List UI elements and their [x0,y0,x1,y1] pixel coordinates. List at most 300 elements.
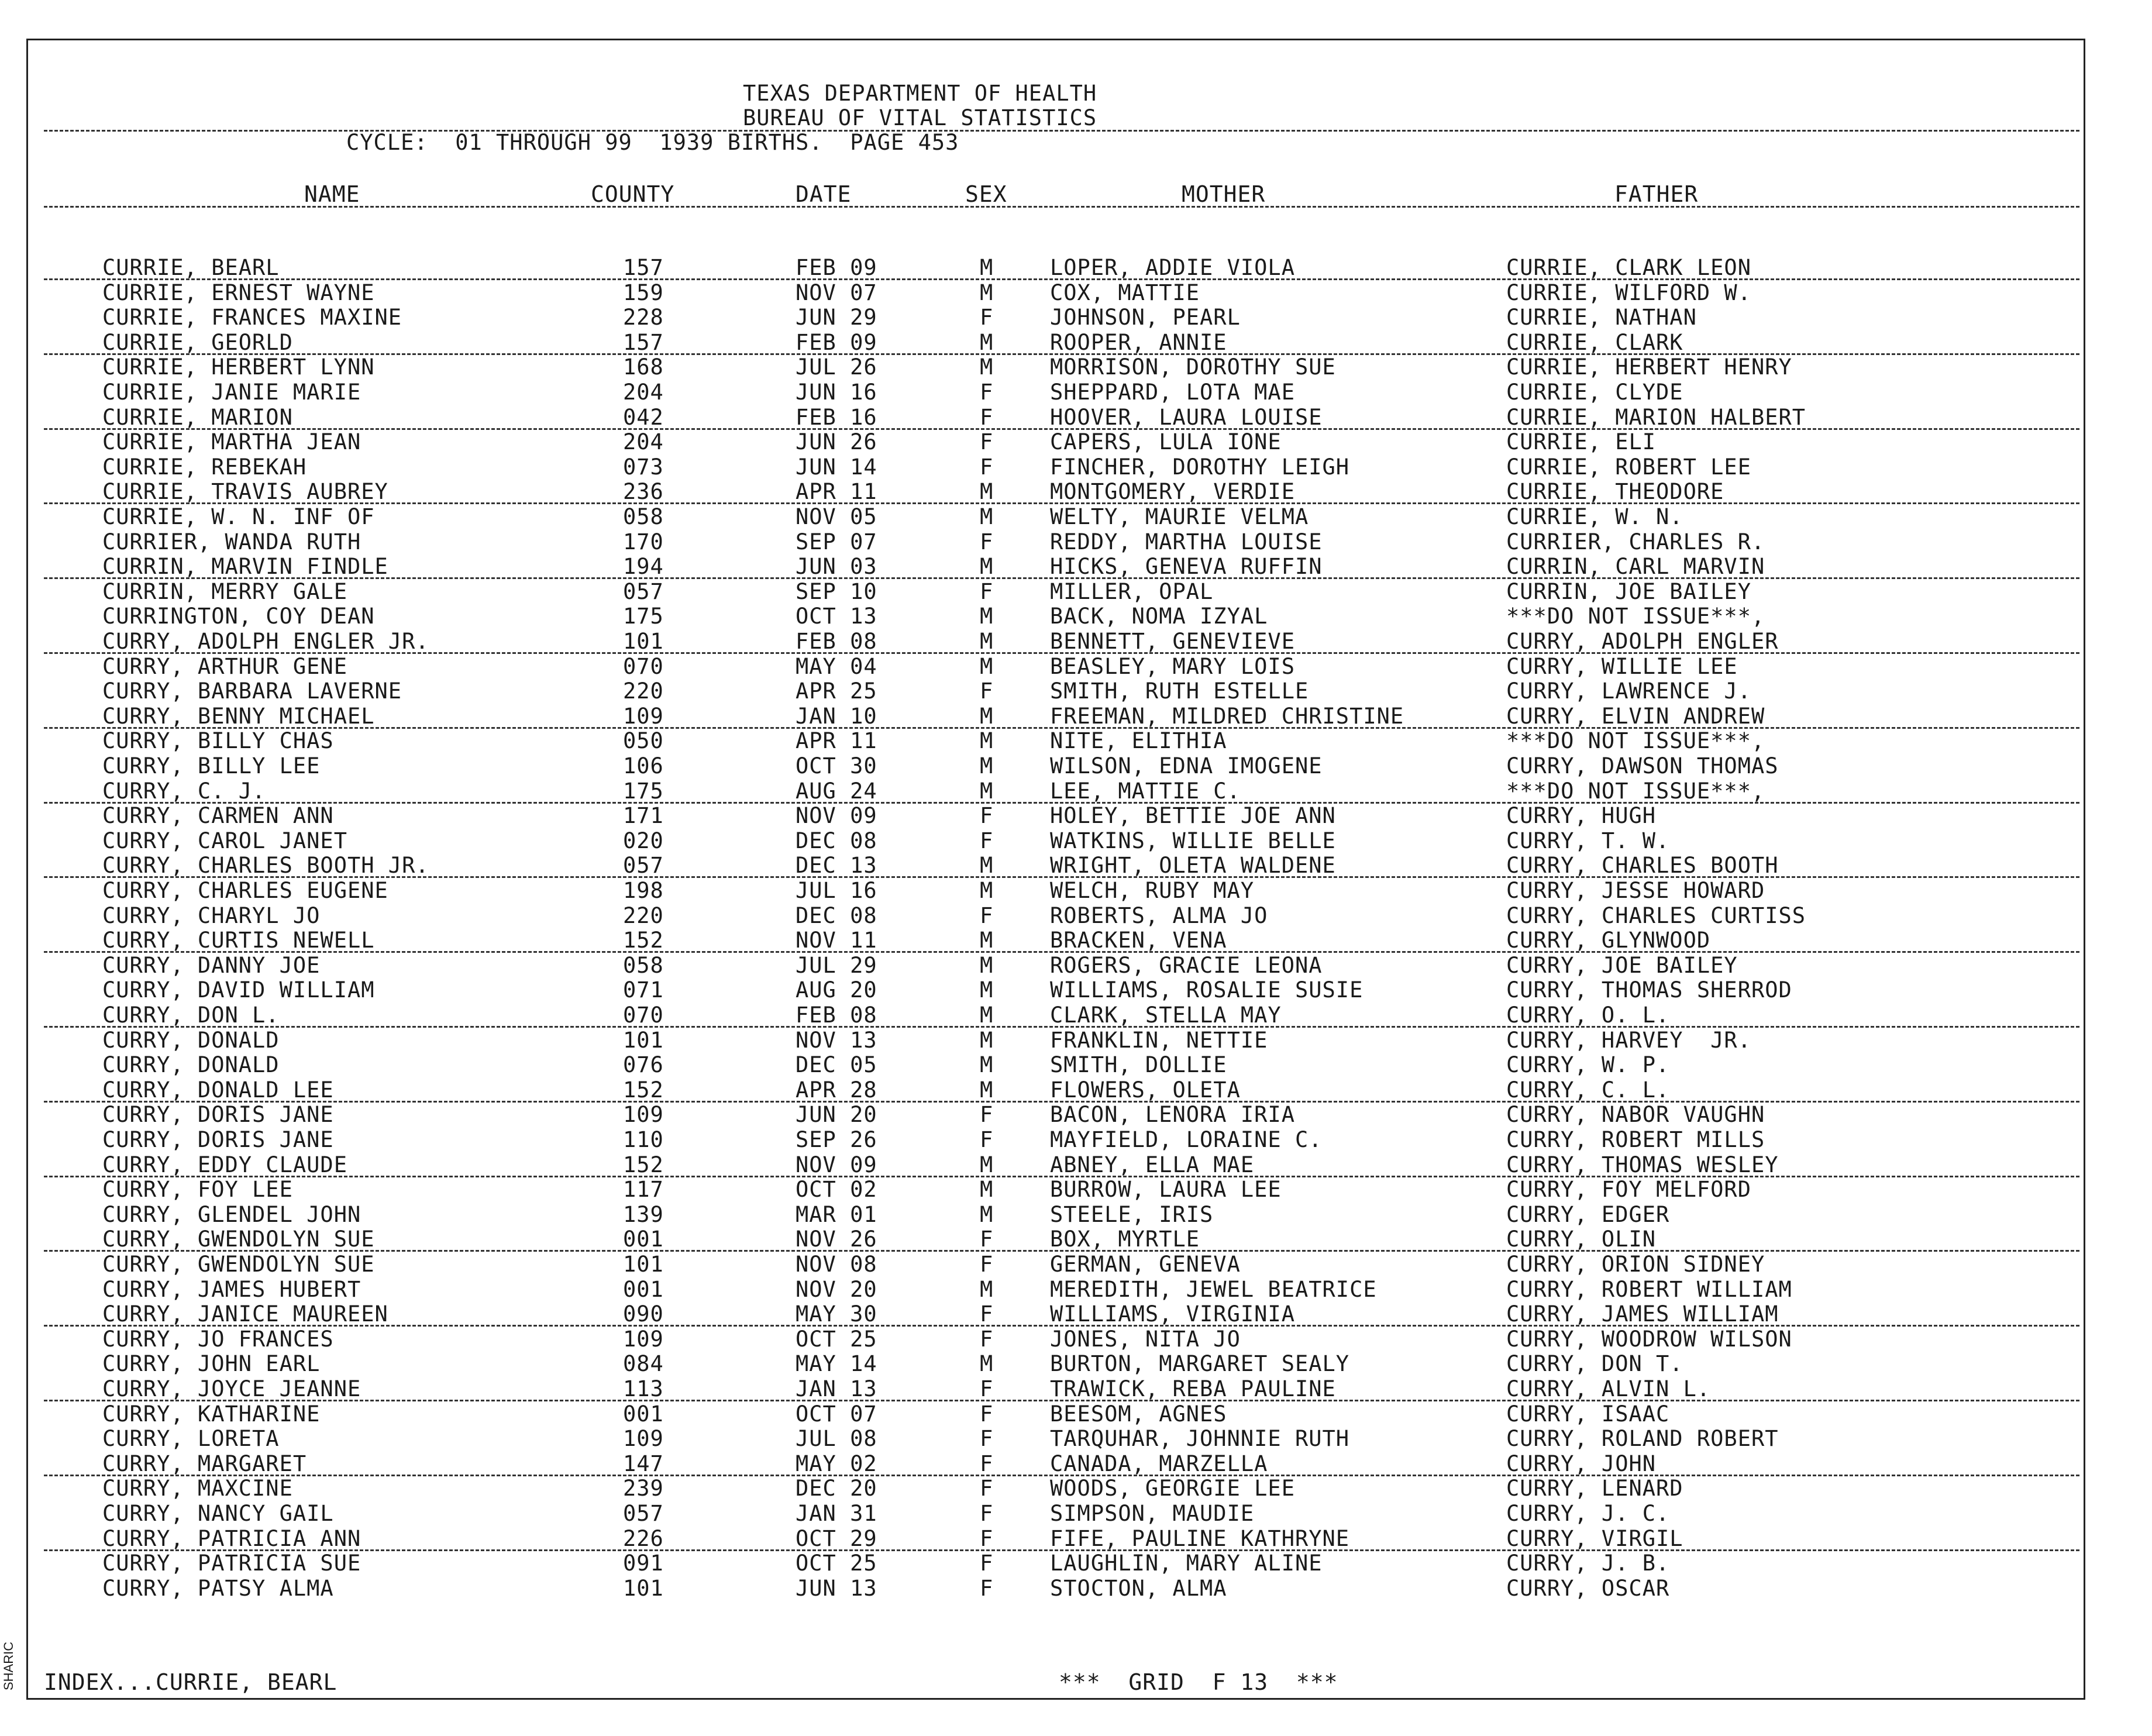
row-mother: FREEMAN, MILDRED CHRISTINE [1050,704,1404,729]
column-header-divider [44,206,2079,208]
column-header-name: NAME [304,181,360,207]
row-father: CURRIE, CLARK LEON [1506,255,1751,280]
row-name: CURRY, MARGARET [102,1451,307,1476]
row-name: CURRIE, TRAVIS AUBREY [102,479,388,504]
row-sex: F [980,828,994,853]
row-name: CURRY, BILLY CHAS [102,728,334,753]
row-date: JUL 29 [796,953,877,978]
row-county: 101 [623,629,664,654]
row-county: 050 [623,728,664,753]
row-county: 070 [623,1003,664,1028]
row-mother: BACON, LENORA IRIA [1050,1102,1295,1127]
row-mother: BENNETT, GENEVIEVE [1050,629,1295,654]
row-father: CURRY, ORION SIDNEY [1506,1252,1765,1277]
row-date: JUN 29 [796,305,877,330]
row-date: NOV 13 [796,1028,877,1053]
row-name: CURRY, BILLY LEE [102,753,321,779]
row-mother: ROBERTS, ALMA JO [1050,903,1268,928]
row-name: CURRY, PATRICIA SUE [102,1551,361,1576]
row-sex: M [980,354,994,380]
row-county: 152 [623,928,664,953]
row-date: JUL 16 [796,878,877,903]
row-name: CURRIER, WANDA RUTH [102,529,361,554]
row-father: CURRY, C. L. [1506,1077,1670,1103]
row-county: 157 [623,330,664,355]
row-name: CURRY, ADOLPH ENGLER JR. [102,629,429,654]
row-date: DEC 20 [796,1476,877,1501]
row-father: CURRY, CHARLES BOOTH [1506,853,1779,878]
row-date: NOV 07 [796,280,877,305]
row-date: JUN 14 [796,454,877,480]
row-name: CURRY, KATHARINE [102,1401,321,1427]
row-county: 001 [623,1227,664,1252]
row-mother: TRAWICK, REBA PAULINE [1050,1376,1336,1401]
row-county: 113 [623,1376,664,1401]
row-father: CURRY, ROBERT WILLIAM [1506,1277,1792,1302]
row-date: OCT 29 [796,1526,877,1551]
row-sex: M [980,629,994,654]
row-name: CURRY, BARBARA LAVERNE [102,678,402,704]
row-date: FEB 09 [796,255,877,280]
row-county: 110 [623,1127,664,1152]
header-department: TEXAS DEPARTMENT OF HEALTH [743,81,1097,106]
row-date: APR 28 [796,1077,877,1103]
row-sex: F [980,1551,994,1576]
row-mother: WILLIAMS, VIRGINIA [1050,1301,1295,1327]
row-father: CURRY, WILLIE LEE [1506,654,1738,679]
row-sex: M [980,504,994,529]
row-father: CURRY, JAMES WILLIAM [1506,1301,1779,1327]
row-date: JUN 26 [796,429,877,454]
row-date: FEB 16 [796,405,877,430]
row-name: CURRY, GLENDEL JOHN [102,1202,361,1227]
row-date: JUN 03 [796,554,877,579]
row-date: NOV 08 [796,1252,877,1277]
row-sex: F [980,1252,994,1277]
row-date: NOV 26 [796,1227,877,1252]
row-mother: BEASLEY, MARY LOIS [1050,654,1295,679]
row-county: 220 [623,903,664,928]
row-county: 091 [623,1551,664,1576]
row-county: 057 [623,853,664,878]
row-sex: F [980,429,994,454]
row-date: JUL 08 [796,1426,877,1451]
row-sex: F [980,678,994,704]
row-father: CURRIN, JOE BAILEY [1506,579,1751,604]
column-header-sex: SEX [965,181,1007,207]
row-father: CURRIN, CARL MARVIN [1506,554,1765,579]
row-county: 001 [623,1401,664,1427]
row-mother: STOCTON, ALMA [1050,1576,1227,1601]
row-father: CURRY, HUGH [1506,803,1657,828]
row-father: CURRY, DAWSON THOMAS [1506,753,1779,779]
row-mother: BRACKEN, VENA [1050,928,1227,953]
row-mother: COX, MATTIE [1050,280,1200,305]
row-father: CURRY, JESSE HOWARD [1506,878,1765,903]
row-mother: MORRISON, DOROTHY SUE [1050,354,1336,380]
row-father: CURRY, OLIN [1506,1227,1657,1252]
row-father: CURRY, LENARD [1506,1476,1683,1501]
row-mother: JOHNSON, PEARL [1050,305,1241,330]
row-father: CURRY, GLYNWOOD [1506,928,1711,953]
column-header-mother: MOTHER [1182,181,1266,207]
row-father: ***DO NOT ISSUE***, [1506,728,1765,753]
row-county: 239 [623,1476,664,1501]
row-sex: M [980,878,994,903]
row-county: 147 [623,1451,664,1476]
row-sex: F [980,1227,994,1252]
row-county: 236 [623,479,664,504]
row-sex: F [980,1501,994,1526]
row-county: 117 [623,1177,664,1202]
row-name: CURRIE, FRANCES MAXINE [102,305,402,330]
row-county: 175 [623,604,664,629]
row-name: CURRY, LORETA [102,1426,280,1451]
row-father: CURRIE, HERBERT HENRY [1506,354,1792,380]
row-sex: M [980,1052,994,1077]
row-sex: M [980,1003,994,1028]
row-date: DEC 05 [796,1052,877,1077]
row-mother: ROGERS, GRACIE LEONA [1050,953,1323,978]
row-name: CURRY, FOY LEE [102,1177,293,1202]
row-name: CURRIE, HERBERT LYNN [102,354,375,380]
row-mother: STEELE, IRIS [1050,1202,1214,1227]
row-date: AUG 20 [796,977,877,1003]
row-sex: F [980,1451,994,1476]
row-date: MAY 30 [796,1301,877,1327]
row-name: CURRY, DANNY JOE [102,953,321,978]
row-mother: SMITH, DOLLIE [1050,1052,1227,1077]
row-sex: F [980,1327,994,1352]
row-father: CURRIE, ROBERT LEE [1506,454,1751,480]
row-name: CURRY, CAROL JANET [102,828,347,853]
row-sex: M [980,977,994,1003]
row-mother: FRANKLIN, NETTIE [1050,1028,1268,1053]
row-sex: F [980,803,994,828]
row-father: CURRIE, ELI [1506,429,1657,454]
row-name: CURRY, DORIS JANE [102,1102,334,1127]
row-father: CURRY, O. L. [1506,1003,1670,1028]
row-name: CURRY, CHARYL JO [102,903,321,928]
row-mother: BURTON, MARGARET SEALY [1050,1351,1350,1376]
row-mother: HOLEY, BETTIE JOE ANN [1050,803,1336,828]
row-county: 175 [623,779,664,804]
row-sex: M [980,753,994,779]
row-county: 101 [623,1576,664,1601]
row-name: CURRY, DONALD [102,1052,280,1077]
row-father: ***DO NOT ISSUE***, [1506,604,1765,629]
row-father: CURRY, JOHN [1506,1451,1657,1476]
row-county: 152 [623,1077,664,1103]
row-mother: JONES, NITA JO [1050,1327,1241,1352]
row-county: 071 [623,977,664,1003]
row-father: CURRY, W. P. [1506,1052,1670,1077]
row-sex: F [980,529,994,554]
row-father: CURRIE, NATHAN [1506,305,1697,330]
row-sex: F [980,1301,994,1327]
row-date: FEB 08 [796,629,877,654]
row-name: CURRINGTON, COY DEAN [102,604,375,629]
row-mother: LAUGHLIN, MARY ALINE [1050,1551,1323,1576]
row-father: CURRIE, W. N. [1506,504,1683,529]
row-county: 109 [623,1327,664,1352]
row-county: 070 [623,654,664,679]
row-name: CURRIE, MARION [102,405,293,430]
row-name: CURRY, DONALD LEE [102,1077,334,1103]
row-father: CURRY, FOY MELFORD [1506,1177,1751,1202]
row-county: 168 [623,354,664,380]
row-date: DEC 08 [796,828,877,853]
row-date: DEC 13 [796,853,877,878]
row-date: NOV 09 [796,1152,877,1177]
row-name: CURRY, BENNY MICHAEL [102,704,375,729]
row-mother: TARQUHAR, JOHNNIE RUTH [1050,1426,1350,1451]
row-mother: MONTGOMERY, VERDIE [1050,479,1295,504]
row-sex: F [980,903,994,928]
row-mother: SMITH, RUTH ESTELLE [1050,678,1309,704]
row-father: CURRY, ISAAC [1506,1401,1670,1427]
row-date: MAY 14 [796,1351,877,1376]
row-name: CURRY, NANCY GAIL [102,1501,334,1526]
row-name: CURRIE, MARTHA JEAN [102,429,361,454]
row-mother: WRIGHT, OLETA WALDENE [1050,853,1336,878]
row-mother: FLOWERS, OLETA [1050,1077,1241,1103]
row-father: CURRY, HARVEY JR. [1506,1028,1751,1053]
row-name: CURRY, JANICE MAUREEN [102,1301,388,1327]
row-father: ***DO NOT ISSUE***, [1506,779,1765,804]
row-sex: F [980,405,994,430]
row-name: CURRY, JAMES HUBERT [102,1277,361,1302]
header-bureau: BUREAU OF VITAL STATISTICS [743,105,1097,130]
row-mother: WELCH, RUBY MAY [1050,878,1255,903]
row-sex: M [980,1277,994,1302]
row-sex: M [980,479,994,504]
row-mother: MILLER, OPAL [1050,579,1214,604]
row-father: CURRY, ROBERT MILLS [1506,1127,1765,1152]
row-date: FEB 08 [796,1003,877,1028]
row-sex: F [980,1476,994,1501]
row-mother: LOPER, ADDIE VIOLA [1050,255,1295,280]
row-county: 057 [623,1501,664,1526]
row-name: CURRY, DORIS JANE [102,1127,334,1152]
row-sex: M [980,1028,994,1053]
header-cycle: CYCLE: 01 THROUGH 99 1939 BIRTHS. PAGE 453 [346,130,959,155]
row-sex: M [980,330,994,355]
row-county: 101 [623,1252,664,1277]
row-father: CURRY, ROLAND ROBERT [1506,1426,1779,1451]
row-sex: M [980,604,994,629]
row-mother: SIMPSON, MAUDIE [1050,1501,1255,1526]
row-mother: CLARK, STELLA MAY [1050,1003,1282,1028]
row-county: 073 [623,454,664,480]
row-father: CURRIE, CLARK [1506,330,1683,355]
row-mother: ROOPER, ANNIE [1050,330,1227,355]
row-date: OCT 25 [796,1327,877,1352]
row-county: 106 [623,753,664,779]
row-county: 228 [623,305,664,330]
row-date: SEP 26 [796,1127,877,1152]
row-mother: REDDY, MARTHA LOUISE [1050,529,1323,554]
row-date: NOV 20 [796,1277,877,1302]
row-father: CURRY, OSCAR [1506,1576,1670,1601]
row-sex: M [980,654,994,679]
column-header-county: COUNTY [591,181,675,207]
row-name: CURRY, EDDY CLAUDE [102,1152,347,1177]
row-sex: F [980,1401,994,1427]
row-father: CURRY, T. W. [1506,828,1670,853]
row-father: CURRIE, THEODORE [1506,479,1724,504]
row-county: 001 [623,1277,664,1302]
row-sex: M [980,953,994,978]
row-sex: F [980,454,994,480]
row-father: CURRY, VIRGIL [1506,1526,1683,1551]
row-name: CURRY, CHARLES EUGENE [102,878,388,903]
row-father: CURRY, THOMAS WESLEY [1506,1152,1779,1177]
row-sex: F [980,380,994,405]
row-name: CURRIN, MARVIN FINDLE [102,554,388,579]
row-name: CURRY, PATSY ALMA [102,1576,334,1601]
row-sex: M [980,1202,994,1227]
row-mother: WELTY, MAURIE VELMA [1050,504,1309,529]
row-sex: M [980,255,994,280]
row-date: AUG 24 [796,779,877,804]
row-father: CURRY, J. B. [1506,1551,1670,1576]
row-name: CURRY, MAXCINE [102,1476,293,1501]
row-county: 157 [623,255,664,280]
row-county: 198 [623,878,664,903]
row-name: CURRY, CHARLES BOOTH JR. [102,853,429,878]
row-sex: M [980,1177,994,1202]
row-mother: GERMAN, GENEVA [1050,1252,1241,1277]
row-mother: LEE, MATTIE C. [1050,779,1241,804]
row-mother: HICKS, GENEVA RUFFIN [1050,554,1323,579]
row-county: 058 [623,953,664,978]
row-mother: FINCHER, DOROTHY LEIGH [1050,454,1350,480]
row-mother: BEESOM, AGNES [1050,1401,1227,1427]
row-father: CURRY, WOODROW WILSON [1506,1327,1792,1352]
row-mother: CAPERS, LULA IONE [1050,429,1282,454]
row-name: CURRY, CARMEN ANN [102,803,334,828]
row-county: 101 [623,1028,664,1053]
row-name: CURRY, DON L. [102,1003,280,1028]
row-county: 204 [623,429,664,454]
row-sex: F [980,1127,994,1152]
row-county: 204 [623,380,664,405]
footer-index: INDEX...CURRIE, BEARL [44,1669,338,1695]
row-father: CURRY, DON T. [1506,1351,1683,1376]
row-father: CURRY, ALVIN L. [1506,1376,1711,1401]
row-father: CURRY, EDGER [1506,1202,1670,1227]
row-name: CURRIE, REBEKAH [102,454,307,480]
row-name: CURRIE, JANIE MARIE [102,380,361,405]
row-county: 226 [623,1526,664,1551]
row-date: APR 25 [796,678,877,704]
row-date: JAN 10 [796,704,877,729]
row-father: CURRY, ADOLPH ENGLER [1506,629,1779,654]
row-county: 020 [623,828,664,853]
footer-grid: *** GRID F 13 *** [1059,1669,1338,1695]
row-father: CURRIE, WILFORD W. [1506,280,1751,305]
row-date: DEC 08 [796,903,877,928]
row-sex: F [980,1376,994,1401]
row-sex: M [980,779,994,804]
row-mother: WILSON, EDNA IMOGENE [1050,753,1323,779]
row-date: JUL 26 [796,354,877,380]
row-sex: F [980,1102,994,1127]
row-name: CURRIE, BEARL [102,255,280,280]
row-county: 058 [623,504,664,529]
row-name: CURRIE, ERNEST WAYNE [102,280,375,305]
row-mother: WOODS, GEORGIE LEE [1050,1476,1295,1501]
row-date: SEP 07 [796,529,877,554]
row-mother: BACK, NOMA IZYAL [1050,604,1268,629]
row-name: CURRY, C. J. [102,779,266,804]
row-name: CURRY, GWENDOLYN SUE [102,1227,375,1252]
row-name: CURRY, JO FRANCES [102,1327,334,1352]
row-date: JUN 20 [796,1102,877,1127]
row-mother: MEREDITH, JEWEL BEATRICE [1050,1277,1377,1302]
row-name: CURRY, DAVID WILLIAM [102,977,375,1003]
row-father: CURRY, LAWRENCE J. [1506,678,1751,704]
row-name: CURRIN, MERRY GALE [102,579,347,604]
row-name: CURRIE, W. N. INF OF [102,504,375,529]
row-sex: M [980,554,994,579]
row-father: CURRY, CHARLES CURTISS [1506,903,1806,928]
column-header-date: DATE [796,181,852,207]
row-father: CURRY, NABOR VAUGHN [1506,1102,1765,1127]
row-sex: M [980,853,994,878]
row-name: CURRY, DONALD [102,1028,280,1053]
row-father: CURRY, JOE BAILEY [1506,953,1738,978]
row-mother: WILLIAMS, ROSALIE SUSIE [1050,977,1363,1003]
row-county: 170 [623,529,664,554]
row-mother: HOOVER, LAURA LOUISE [1050,405,1323,430]
row-sex: M [980,928,994,953]
row-father: CURRIE, MARION HALBERT [1506,405,1806,430]
row-date: APR 11 [796,728,877,753]
row-county: 084 [623,1351,664,1376]
row-sex: M [980,280,994,305]
row-date: OCT 30 [796,753,877,779]
row-father: CURRY, THOMAS SHERROD [1506,977,1792,1003]
row-date: MAR 01 [796,1202,877,1227]
row-mother: BOX, MYRTLE [1050,1227,1200,1252]
row-father: CURRY, J. C. [1506,1501,1670,1526]
side-label: SHARIC [1,1641,16,1690]
row-sex: F [980,579,994,604]
row-county: 109 [623,704,664,729]
row-father: CURRIER, CHARLES R. [1506,529,1765,554]
row-date: JAN 31 [796,1501,877,1526]
row-sex: M [980,1077,994,1103]
row-date: OCT 25 [796,1551,877,1576]
row-county: 090 [623,1301,664,1327]
row-date: NOV 09 [796,803,877,828]
row-date: MAY 02 [796,1451,877,1476]
row-name: CURRY, JOHN EARL [102,1351,321,1376]
row-name: CURRY, PATRICIA ANN [102,1526,361,1551]
row-sex: F [980,305,994,330]
row-sex: M [980,704,994,729]
row-name: CURRIE, GEORLD [102,330,293,355]
row-date: OCT 07 [796,1401,877,1427]
row-date: APR 11 [796,479,877,504]
row-mother: SHEPPARD, LOTA MAE [1050,380,1295,405]
row-county: 139 [623,1202,664,1227]
row-sex: M [980,1351,994,1376]
row-name: CURRY, GWENDOLYN SUE [102,1252,375,1277]
row-county: 042 [623,405,664,430]
